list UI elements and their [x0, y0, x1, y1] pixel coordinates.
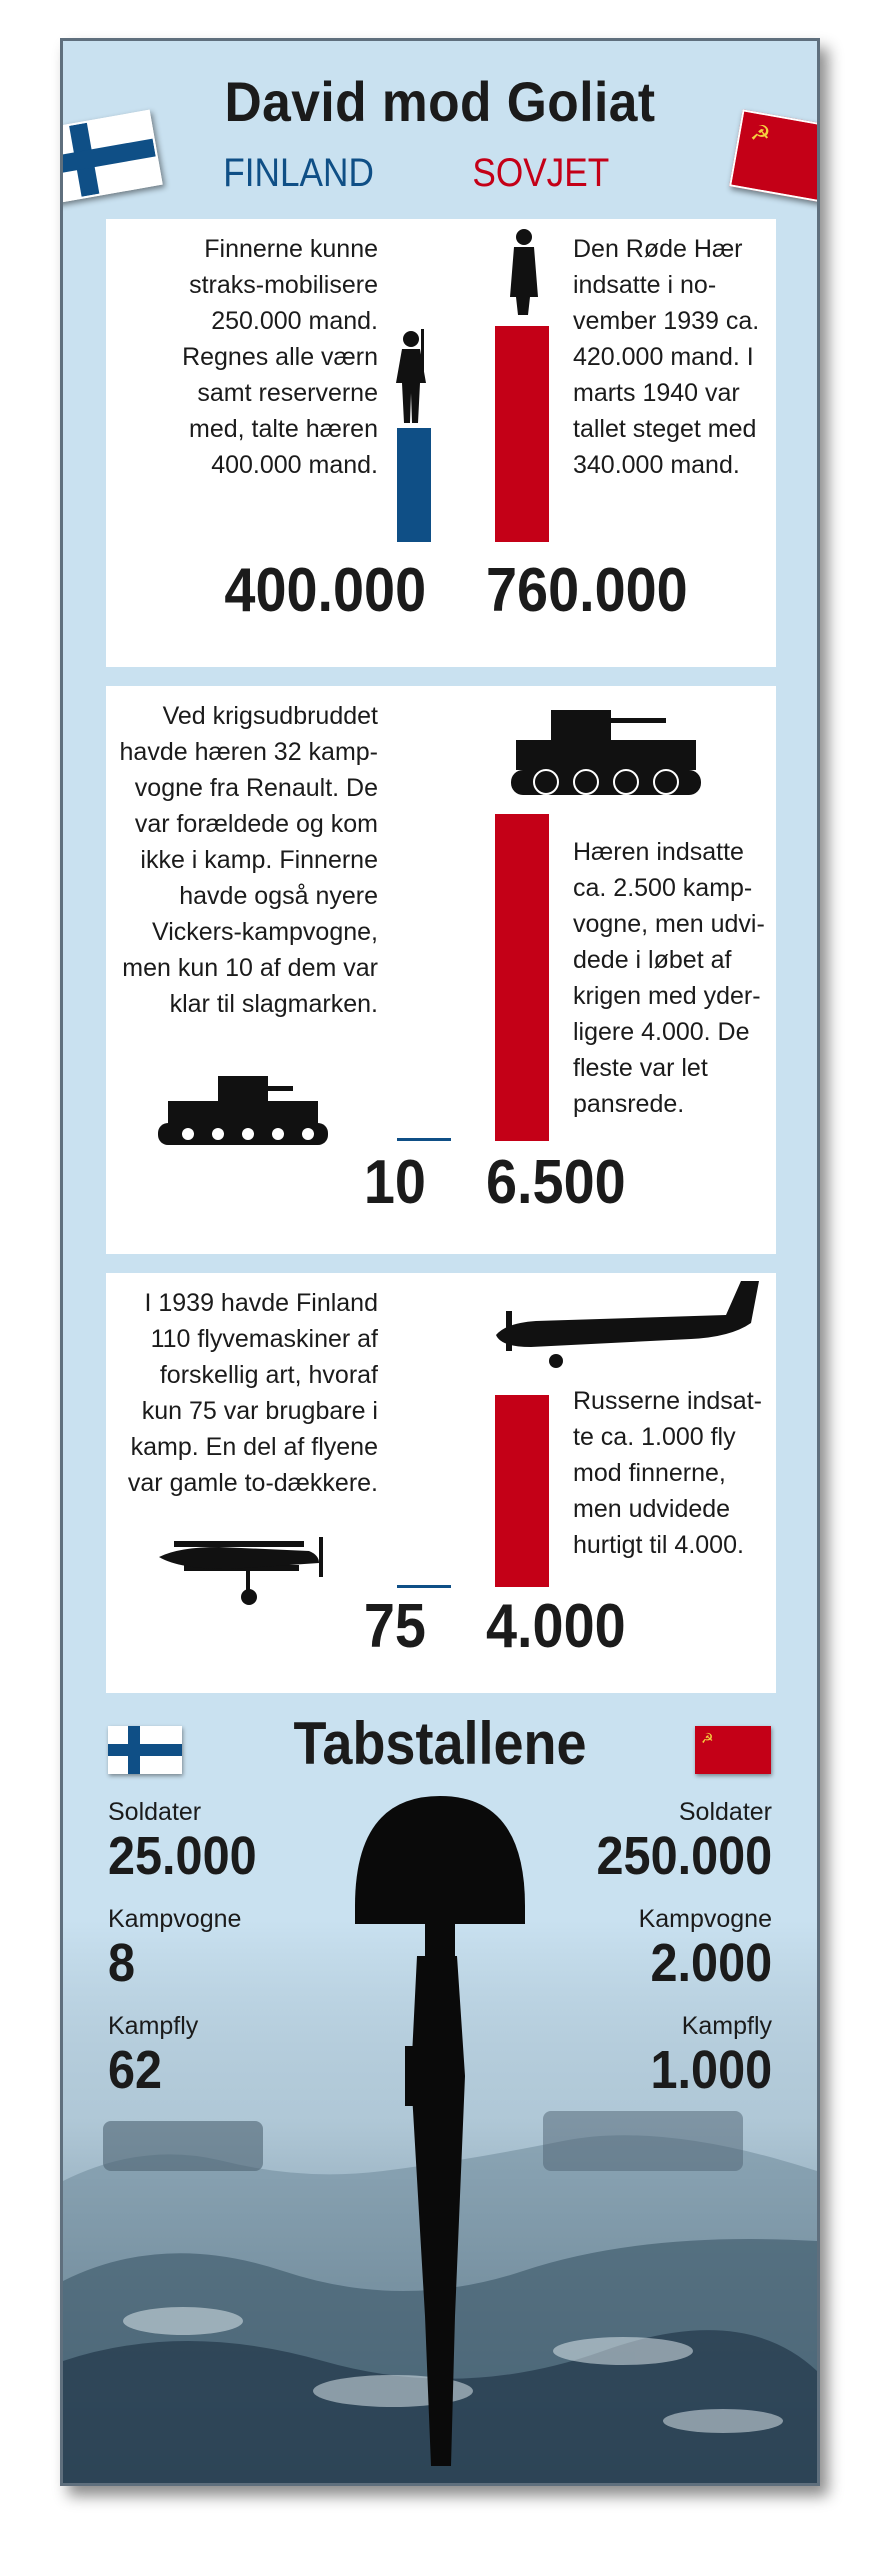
finland-tanks-value: 10 [363, 1148, 426, 1217]
soviet-soldiers-loss-label: Soldater [678, 1798, 772, 1826]
finland-tanks-bar [397, 1138, 451, 1141]
helmet-rifle-memorial-icon [345, 1786, 525, 2486]
svg-text:☭: ☭ [701, 1731, 714, 1747]
bomber-plane-icon [476, 1273, 776, 1378]
soviet-tanks-bar [495, 814, 549, 1141]
finland-aircraft-loss-value: 62 [108, 2040, 163, 2100]
soviet-aircraft-text: Russerne indsat- te ca. 1.000 fly mod finnerne, men udvidede hurtigt til 4.000. [573, 1387, 762, 1559]
soviet-soldiers-value: 760.000 [486, 556, 688, 625]
aircraft-panel [106, 1273, 776, 1693]
finland-soldiers-loss-value: 25.000 [108, 1826, 257, 1886]
soviet-soldier-icon [506, 227, 542, 317]
tanks-panel [106, 686, 776, 1254]
soviet-tanks-loss-label: Kampvogne [638, 1905, 772, 1933]
finnish-flag-icon [108, 1726, 182, 1774]
finland-aircraft-bar [397, 1585, 451, 1588]
soldiers-panel [106, 219, 776, 667]
soviet-soldiers-text: Den Røde Hær indsatte i no- vember 1939 ca. 420.000 mand. I marts 1940 var tallet steget med 340.000 mand. [573, 235, 760, 479]
soviet-tank-icon [506, 700, 706, 805]
finland-soldiers-loss-label: Soldater [108, 1798, 202, 1826]
soviet-label: SOVJET [472, 151, 610, 195]
soviet-soldiers-loss-value: 250.000 [596, 1826, 772, 1886]
finland-label: FINLAND [223, 151, 374, 195]
finnish-tank-icon [148, 1076, 338, 1151]
soviet-aircraft-value: 4.000 [486, 1592, 626, 1661]
soviet-tanks-text: Hæren indsatte ca. 2.500 kamp- vogne, men udvi- dede i løbet af krigen med yder- ligere 4.000. De fleste var let pansrede. [573, 838, 765, 1118]
finland-soldiers-bar [397, 428, 431, 542]
finnish-flag-icon [60, 110, 163, 205]
finland-tanks-loss-label: Kampvogne [108, 1905, 242, 1933]
finland-aircraft-text: I 1939 havde Finland 110 flyvemaskiner af forskellig art, hvoraf kun 75 var brugbare i kamp. En del af flyene var gamle to-dækkere. [127, 1289, 378, 1497]
soviet-aircraft-bar [495, 1395, 549, 1587]
biplane-icon [154, 1533, 334, 1613]
finland-soldiers-text: Finnerne kunne straks-mobilisere 250.000 mand. Regnes alle værn samt reserverne med, talte hæren 400.000 mand. [182, 235, 378, 479]
finland-aircraft-loss-label: Kampfly [108, 2012, 199, 2040]
casualties-title: Tabstallene [293, 1710, 587, 1777]
svg-text:☭: ☭ [748, 120, 773, 149]
page-title: David mod Goliat [224, 70, 656, 133]
soviet-flag-icon [695, 1726, 771, 1774]
soviet-soldiers-bar [495, 326, 549, 542]
soviet-tanks-loss-value: 2.000 [650, 1933, 772, 1993]
infographic-poster [60, 38, 820, 2486]
finland-tanks-loss-value: 8 [108, 1933, 136, 1993]
finland-aircraft-value: 75 [363, 1592, 426, 1661]
finland-soldiers-value: 400.000 [224, 556, 426, 625]
soviet-flag-icon [729, 109, 820, 206]
soviet-aircraft-loss-value: 1.000 [650, 2040, 772, 2100]
soviet-tanks-value: 6.500 [486, 1148, 626, 1217]
soviet-aircraft-loss-label: Kampfly [681, 2012, 772, 2040]
finland-tanks-text: Ved krigsudbruddet havde hæren 32 kamp- vogne fra Renault. De var forældede og kom ikke i kamp. Finnerne havde også nyere Vickers-kampvogne, men kun 10 af dem var klar til slagmarken. [119, 702, 378, 1018]
finnish-soldier-icon [388, 329, 434, 427]
